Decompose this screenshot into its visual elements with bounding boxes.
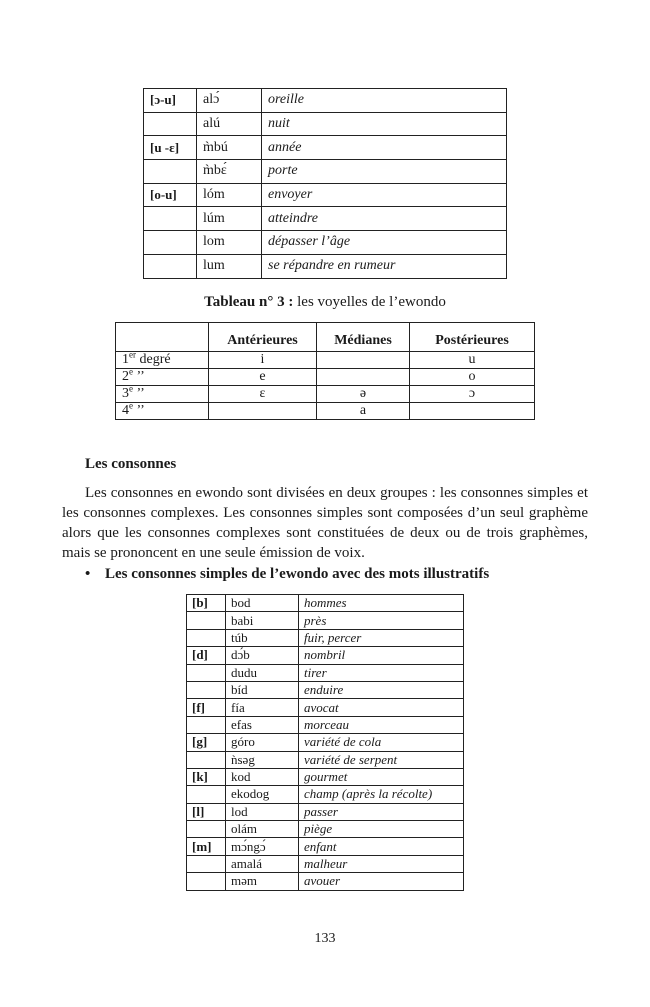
phoneme-cell [187, 681, 226, 698]
word-cell: fía [226, 699, 299, 716]
meaning-cell: gourmet [299, 768, 464, 785]
meaning-cell: piège [299, 821, 464, 838]
vowel-cell: a [317, 403, 410, 420]
table-row [187, 751, 464, 768]
phoneme-cell: [b] [187, 595, 226, 612]
table-row [144, 254, 507, 278]
table-row [187, 855, 464, 872]
word-cell: ekodog [226, 786, 299, 803]
meaning-cell: nuit [262, 112, 507, 136]
row-label: 1er degré [116, 352, 209, 369]
meaning-cell: près [299, 612, 464, 629]
meaning-cell: avouer [299, 873, 464, 890]
meaning-cell: oreille [262, 89, 507, 113]
header-cell [116, 323, 209, 352]
table-row [187, 612, 464, 629]
table-row [116, 403, 535, 420]
phoneme-cell: [k] [187, 768, 226, 785]
row-label: 4e ’’ [116, 403, 209, 420]
table-row [116, 352, 535, 369]
word-cell: alɔ́ [197, 89, 262, 113]
meaning-cell: envoyer [262, 183, 507, 207]
word-cell: olám [226, 821, 299, 838]
vowel-cell: e [209, 369, 317, 386]
phoneme-cell [187, 664, 226, 681]
vowel-cell [317, 352, 410, 369]
vowel-cell [317, 369, 410, 386]
vowel-pairs-table [143, 88, 507, 279]
table-row [187, 803, 464, 820]
phoneme-cell [144, 254, 197, 278]
meaning-cell: nombril [299, 647, 464, 664]
word-cell: dɔ́b [226, 647, 299, 664]
table-row [187, 595, 464, 612]
word-cell: alú [197, 112, 262, 136]
table-row [187, 647, 464, 664]
meaning-cell: hommes [299, 595, 464, 612]
page-number: 133 [314, 931, 336, 946]
meaning-cell: porte [262, 160, 507, 184]
table-row [187, 786, 464, 803]
word-cell: amalá [226, 855, 299, 872]
phoneme-cell [187, 612, 226, 629]
vowel-cell: u [410, 352, 535, 369]
table-header-row [116, 323, 535, 352]
meaning-cell: malheur [299, 855, 464, 872]
phoneme-cell: [l] [187, 803, 226, 820]
phoneme-cell [187, 751, 226, 768]
vowel-cell: i [209, 352, 317, 369]
header-cell: Postérieures [410, 323, 535, 352]
table-row [187, 734, 464, 751]
table-row [144, 231, 507, 255]
table-row [144, 160, 507, 184]
body-paragraph [62, 483, 588, 563]
header-cell: Médianes [317, 323, 410, 352]
table-row [187, 768, 464, 785]
phoneme-cell [187, 786, 226, 803]
bullet-heading [85, 566, 489, 583]
table-row [187, 716, 464, 733]
vowel-cell: ə [317, 386, 410, 403]
paragraph-text: Les consonnes en ewondo sont divisées en deux groupes : les consonnes simples et les consonnes complexes. Les consonnes simples sont composées d’un seul graphème alors que les consonnes complexes sont constituées de deux ou de trois graphèmes, mais se prononcent en une seule émission de voix. [62, 485, 588, 561]
word-cell: lod [226, 803, 299, 820]
table-row [116, 369, 535, 386]
table-row [144, 183, 507, 207]
meaning-cell: se répandre en rumeur [262, 254, 507, 278]
table-row [144, 112, 507, 136]
phoneme-cell: [o-u] [144, 183, 197, 207]
meaning-cell: année [262, 136, 507, 160]
word-cell: bod [226, 595, 299, 612]
table-row [144, 89, 507, 113]
word-cell: lúm [197, 207, 262, 231]
word-cell: efas [226, 716, 299, 733]
table-row [187, 873, 464, 890]
word-cell: ǹsəg [226, 751, 299, 768]
caption-text: les voyelles de l’ewondo [293, 294, 446, 310]
word-cell: lom [197, 231, 262, 255]
word-cell: babi [226, 612, 299, 629]
phoneme-cell [187, 716, 226, 733]
meaning-cell: enduire [299, 681, 464, 698]
word-cell: dudu [226, 664, 299, 681]
table-row [187, 681, 464, 698]
phoneme-cell [144, 112, 197, 136]
row-label: 3e ’’ [116, 386, 209, 403]
meaning-cell: dépasser l’âge [262, 231, 507, 255]
table-row [116, 386, 535, 403]
word-cell: kod [226, 768, 299, 785]
section-title: Les consonnes [85, 456, 177, 472]
phoneme-cell: [f] [187, 699, 226, 716]
vowel-cell: o [410, 369, 535, 386]
table-row [187, 821, 464, 838]
phoneme-cell [144, 207, 197, 231]
vowel-cell [209, 403, 317, 420]
table-row [187, 838, 464, 855]
table-row [187, 629, 464, 646]
word-cell: bíd [226, 681, 299, 698]
meaning-cell: variété de cola [299, 734, 464, 751]
table-row [187, 699, 464, 716]
meaning-cell: avocat [299, 699, 464, 716]
phoneme-cell: [m] [187, 838, 226, 855]
phoneme-cell [187, 873, 226, 890]
word-cell: lóm [197, 183, 262, 207]
phoneme-cell [144, 231, 197, 255]
word-cell: lum [197, 254, 262, 278]
phoneme-cell [187, 821, 226, 838]
meaning-cell: fuir, percer [299, 629, 464, 646]
vowel-cell: ɛ [209, 386, 317, 403]
phoneme-cell [187, 629, 226, 646]
meaning-cell: passer [299, 803, 464, 820]
table-row [144, 207, 507, 231]
meaning-cell: atteindre [262, 207, 507, 231]
table-caption [0, 294, 650, 311]
phoneme-cell: [ɔ-u] [144, 89, 197, 113]
vowels-table [115, 322, 535, 420]
phoneme-cell [187, 855, 226, 872]
word-cell: mɔ́ngɔ́ [226, 838, 299, 855]
bullet-icon: • [85, 566, 91, 582]
header-cell: Antérieures [209, 323, 317, 352]
meaning-cell: champ (après la récolte) [299, 786, 464, 803]
word-cell: túb [226, 629, 299, 646]
caption-label: Tableau n° 3 : [204, 294, 294, 310]
phoneme-cell: [d] [187, 647, 226, 664]
vowel-cell [410, 403, 535, 420]
word-cell: góro [226, 734, 299, 751]
vowel-cell: ɔ [410, 386, 535, 403]
table-row [144, 136, 507, 160]
phoneme-cell: [g] [187, 734, 226, 751]
phoneme-cell: [u -ɛ] [144, 136, 197, 160]
meaning-cell: enfant [299, 838, 464, 855]
meaning-cell: morceau [299, 716, 464, 733]
meaning-cell: variété de serpent [299, 751, 464, 768]
row-label: 2e ’’ [116, 369, 209, 386]
word-cell: m̀bɛ́ [197, 160, 262, 184]
table-row [187, 664, 464, 681]
phoneme-cell [144, 160, 197, 184]
word-cell: m̀bú [197, 136, 262, 160]
word-cell: məm [226, 873, 299, 890]
consonants-table [186, 594, 464, 891]
bullet-text: Les consonnes simples de l’ewondo avec des mots illustratifs [105, 566, 490, 582]
meaning-cell: tirer [299, 664, 464, 681]
